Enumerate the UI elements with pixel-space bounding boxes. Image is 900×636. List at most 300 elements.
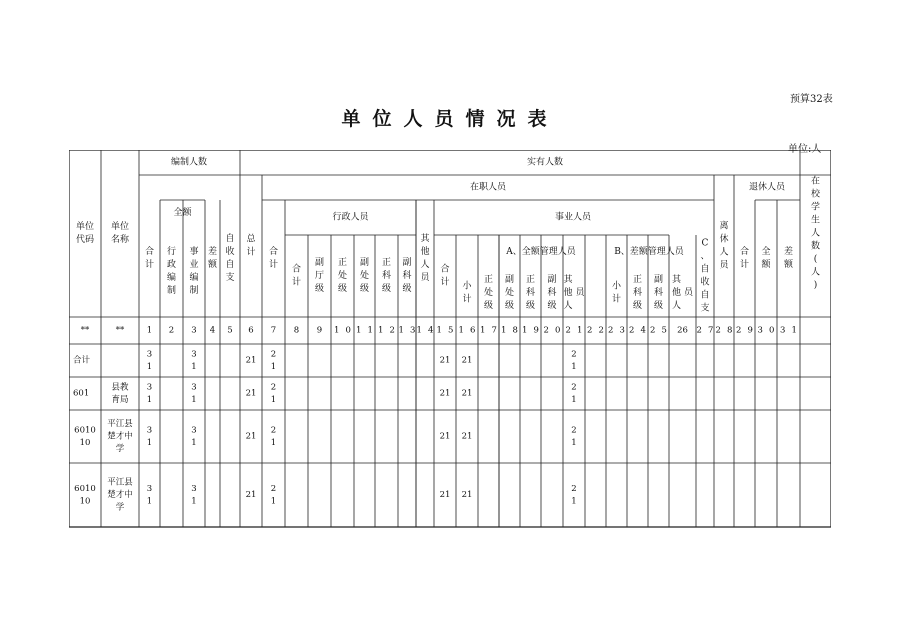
svg-text:2: 2 — [565, 325, 571, 336]
svg-text:6: 6 — [470, 325, 476, 336]
row-a-qita — [571, 425, 576, 448]
svg-text:制: 制 — [166, 286, 177, 296]
index-cell — [566, 326, 583, 336]
xingzheng-renyuan-header: 行政人员 — [332, 212, 369, 223]
svg-text:正: 正 — [337, 258, 348, 268]
row-zz-total — [271, 484, 276, 507]
svg-text:副: 副 — [547, 275, 557, 285]
svg-text:1: 1 — [270, 394, 277, 405]
svg-text:2: 2 — [608, 325, 614, 336]
index-cell — [437, 326, 454, 336]
index-cell — [522, 326, 539, 336]
svg-text:合: 合 — [144, 247, 155, 257]
cha-e-header — [208, 245, 218, 270]
svg-text:行: 行 — [166, 247, 177, 257]
tx-quan-header — [761, 245, 771, 270]
svg-text:0: 0 — [555, 325, 561, 336]
futing-header — [315, 256, 324, 294]
row-sy-bz — [191, 425, 196, 448]
svg-text:1: 1 — [501, 325, 507, 336]
svg-text:6010: 6010 — [74, 483, 96, 494]
svg-text:政: 政 — [166, 260, 177, 270]
svg-text:1: 1 — [334, 325, 340, 336]
index-cell: 6 — [248, 325, 254, 336]
svg-text:2: 2 — [587, 325, 593, 336]
index-cell: 5 — [227, 325, 233, 336]
svg-text:): ) — [813, 280, 818, 291]
index-cell — [716, 326, 733, 336]
svg-text:4: 4 — [428, 325, 434, 336]
svg-text:7: 7 — [708, 325, 714, 336]
svg-text:9: 9 — [747, 325, 753, 336]
svg-text:1: 1 — [398, 325, 404, 336]
svg-text:制: 制 — [189, 286, 199, 296]
svg-text:小: 小 — [611, 281, 622, 292]
svg-text:1: 1 — [416, 325, 422, 336]
svg-text:代码: 代码 — [75, 235, 95, 245]
zong-ji-header — [246, 233, 256, 258]
svg-text:合: 合 — [291, 264, 302, 275]
svg-text:3: 3 — [780, 325, 786, 336]
a-fuke-header — [547, 273, 556, 311]
svg-text:支: 支 — [700, 303, 710, 314]
svg-text:2: 2 — [571, 425, 577, 436]
index-cell — [480, 326, 497, 336]
svg-text:自: 自 — [225, 260, 235, 270]
svg-text:5: 5 — [661, 325, 667, 336]
svg-text:编: 编 — [166, 273, 177, 283]
svg-text:级: 级 — [632, 301, 643, 311]
svg-text:1: 1 — [191, 394, 197, 405]
svg-text:3: 3 — [191, 382, 197, 393]
svg-text:他: 他 — [671, 288, 682, 298]
row-sy-heji: 21 — [439, 355, 451, 366]
svg-text:科: 科 — [653, 288, 664, 298]
svg-text:3: 3 — [619, 325, 625, 336]
svg-text:学: 学 — [115, 502, 125, 513]
svg-text:科: 科 — [381, 271, 392, 281]
svg-text:计: 计 — [739, 260, 750, 270]
svg-text:2: 2 — [696, 325, 702, 336]
svg-text:2: 2 — [571, 483, 577, 494]
form-number: 预算32表 — [790, 94, 833, 105]
svg-text:员: 员 — [575, 288, 585, 298]
svg-text:2: 2 — [715, 325, 721, 336]
index-cell — [334, 326, 351, 336]
index-cell — [544, 326, 561, 336]
row-a-xiaoji: 21 — [461, 388, 473, 399]
svg-text:人: 人 — [671, 301, 682, 311]
svg-text:其: 其 — [671, 275, 682, 285]
row-a-xiaoji: 21 — [461, 490, 473, 500]
svg-text:计: 计 — [462, 294, 472, 305]
svg-text:小: 小 — [462, 281, 472, 292]
xz-qita-header — [420, 232, 430, 283]
bz-total-header — [145, 245, 154, 270]
zz-total-header — [269, 245, 278, 270]
svg-text:员: 员 — [719, 260, 729, 271]
index-cell: 3 — [191, 325, 197, 336]
index-cell: 4 — [209, 325, 216, 336]
svg-text:科: 科 — [632, 288, 643, 298]
svg-text:2: 2 — [736, 325, 742, 336]
row-a-xiaoji: 21 — [461, 431, 473, 442]
index-cell — [399, 326, 416, 336]
index-cell: ** — [80, 325, 90, 336]
row-bz-total — [147, 349, 152, 372]
svg-text:楚才中: 楚才中 — [107, 431, 133, 442]
svg-text:额: 额 — [207, 260, 218, 270]
index-cell — [501, 326, 518, 336]
row-code — [74, 425, 96, 448]
svg-text:自: 自 — [700, 290, 710, 301]
svg-text:级: 级 — [547, 301, 557, 311]
svg-text:8: 8 — [512, 325, 518, 336]
svg-text:2: 2 — [650, 325, 656, 336]
svg-text:1: 1 — [356, 325, 362, 336]
svg-text:2: 2 — [270, 483, 277, 494]
svg-text:他: 他 — [420, 247, 430, 257]
row-code: 601 — [73, 388, 90, 399]
svg-text:人: 人 — [420, 260, 430, 270]
c-group-header — [700, 239, 709, 314]
row-zz-total — [271, 382, 276, 405]
shiyou-header: 实有人数 — [526, 157, 564, 168]
svg-text:1: 1 — [436, 325, 442, 336]
index-cell: 26 — [677, 325, 688, 336]
xz-heji-header — [292, 263, 301, 288]
tx-heji-header — [740, 245, 749, 270]
svg-text:3: 3 — [410, 325, 416, 336]
index-cell — [629, 326, 646, 336]
svg-text:1: 1 — [458, 325, 464, 336]
row-zong: 21 — [245, 431, 257, 442]
svg-text:科: 科 — [402, 271, 412, 281]
svg-text:计: 计 — [246, 247, 256, 258]
fuchu-header — [360, 256, 369, 294]
svg-text:3: 3 — [146, 483, 153, 494]
svg-text:副: 副 — [314, 258, 325, 268]
row-a-qita — [571, 484, 576, 507]
svg-text:合: 合 — [739, 247, 750, 257]
index-cell — [459, 326, 476, 336]
svg-text:他: 他 — [563, 288, 573, 298]
svg-text:自: 自 — [225, 234, 235, 244]
svg-text:2: 2 — [598, 325, 604, 336]
svg-text:级: 级 — [337, 284, 348, 294]
svg-text:5: 5 — [448, 325, 454, 336]
svg-text:处: 处 — [337, 271, 348, 281]
b-qita-header — [672, 273, 694, 311]
svg-text:处: 处 — [504, 288, 515, 298]
svg-text:处: 处 — [483, 288, 494, 298]
zhengke-header — [382, 257, 391, 294]
svg-text:2: 2 — [270, 382, 277, 393]
svg-text:2: 2 — [571, 349, 577, 360]
svg-text:3: 3 — [191, 483, 197, 494]
row-zong: 21 — [245, 355, 257, 366]
svg-text:收: 收 — [225, 247, 235, 257]
svg-text:级: 级 — [504, 301, 515, 311]
index-cell — [697, 326, 714, 336]
tx-cha-header — [784, 245, 794, 270]
index-cell: 8 — [293, 325, 300, 336]
svg-text:收: 收 — [700, 277, 710, 288]
svg-text:3: 3 — [146, 425, 153, 436]
svg-text:2: 2 — [270, 349, 277, 360]
index-cell — [417, 326, 434, 336]
svg-text:合: 合 — [440, 264, 450, 275]
index-cell — [736, 326, 753, 336]
index-cell — [780, 326, 797, 336]
svg-text:、: 、 — [700, 251, 710, 262]
svg-text:正: 正 — [483, 275, 494, 285]
svg-text:员: 员 — [683, 288, 694, 298]
svg-text:学: 学 — [810, 202, 821, 213]
svg-text:计: 计 — [291, 277, 302, 288]
svg-text:级: 级 — [381, 284, 392, 294]
svg-text:副: 副 — [504, 275, 515, 285]
row-sy-heji: 21 — [439, 490, 451, 500]
svg-text:单位: 单位 — [75, 222, 95, 232]
svg-text:级: 级 — [483, 301, 494, 311]
svg-text:自: 自 — [700, 264, 710, 275]
svg-text:数: 数 — [810, 241, 821, 252]
zhengchu-header — [338, 257, 347, 294]
svg-text:生: 生 — [810, 215, 821, 226]
index-cell: 1 — [146, 325, 153, 336]
tuixiu-header: 退休人员 — [748, 182, 786, 193]
svg-text:额: 额 — [783, 260, 794, 270]
row-zong: 21 — [245, 388, 257, 399]
svg-text:0: 0 — [345, 325, 351, 336]
zaizhi-header: 在职人员 — [469, 182, 507, 193]
svg-text:级: 级 — [402, 284, 412, 294]
lixiu-header — [719, 220, 729, 271]
svg-text:C: C — [701, 238, 709, 249]
xingzheng-bianzhi-header — [167, 245, 176, 296]
a-group-header: A、全额管理人员 — [506, 247, 576, 257]
svg-text:其: 其 — [563, 275, 573, 285]
svg-text:全: 全 — [761, 247, 771, 257]
svg-text:科: 科 — [547, 288, 557, 298]
svg-text:1: 1 — [270, 437, 277, 448]
svg-text:1: 1 — [571, 496, 577, 507]
a-qita-header — [563, 273, 585, 311]
svg-text:其: 其 — [420, 234, 430, 244]
row-sy-bz — [191, 484, 196, 507]
row-sy-heji: 21 — [439, 431, 451, 442]
svg-text:科: 科 — [525, 288, 536, 298]
b-xiaoji-header — [612, 280, 622, 305]
sy-heji-header — [440, 263, 449, 288]
svg-text:2: 2 — [270, 425, 277, 436]
svg-text:1: 1 — [522, 325, 528, 336]
zishou-zizhi-header — [225, 232, 234, 283]
svg-text:楚才中: 楚才中 — [107, 490, 133, 500]
svg-text:10: 10 — [79, 496, 91, 507]
svg-text:在: 在 — [810, 176, 821, 187]
index-cell — [650, 326, 667, 336]
index-cell: 9 — [316, 325, 323, 336]
svg-text:育局: 育局 — [111, 394, 129, 405]
svg-text:人: 人 — [810, 267, 821, 278]
svg-text:2: 2 — [389, 325, 395, 336]
svg-text:副: 副 — [653, 275, 664, 285]
shiye-renyuan-header: 事业人员 — [554, 212, 592, 223]
svg-text:4: 4 — [640, 325, 646, 336]
svg-text:事: 事 — [189, 247, 199, 257]
svg-text:合: 合 — [268, 247, 279, 257]
b-fuke-header — [654, 273, 663, 311]
svg-text:编: 编 — [189, 273, 199, 283]
svg-text:1: 1 — [191, 361, 197, 372]
svg-text:3: 3 — [757, 325, 763, 336]
index-cell — [608, 326, 625, 336]
svg-text:1: 1 — [270, 361, 277, 372]
index-cell — [587, 326, 604, 336]
row-bz-total — [147, 484, 152, 507]
shiye-bianzhi-header — [189, 245, 198, 296]
svg-text:支: 支 — [225, 273, 235, 283]
svg-text:计: 计 — [268, 260, 279, 270]
svg-text:正: 正 — [632, 275, 643, 285]
row-bz-total — [147, 425, 152, 448]
row-code — [74, 484, 96, 507]
svg-text:7: 7 — [491, 325, 497, 336]
svg-text:离: 离 — [719, 221, 729, 232]
row-code: 合计 — [73, 355, 91, 366]
unit-code-header — [76, 220, 94, 245]
xuesheng-header — [811, 175, 821, 291]
row-zz-total — [271, 425, 276, 448]
row-zz-total — [271, 349, 276, 372]
svg-text:1: 1 — [571, 361, 577, 372]
index-cell — [356, 326, 373, 336]
svg-text:厅: 厅 — [314, 271, 325, 281]
svg-text:校: 校 — [810, 189, 821, 200]
svg-text:1: 1 — [146, 496, 153, 507]
bianzhi-header: 编制人数 — [170, 157, 208, 168]
svg-text:业: 业 — [189, 260, 199, 270]
svg-text:差: 差 — [783, 247, 794, 257]
svg-text:1: 1 — [191, 496, 197, 507]
svg-text:1: 1 — [191, 437, 197, 448]
svg-text:平江县: 平江县 — [107, 477, 133, 488]
a-xiaoji-header — [462, 280, 472, 305]
svg-text:级: 级 — [525, 301, 536, 311]
svg-text:1: 1 — [367, 325, 373, 336]
page-title: 单位人员情况表 — [341, 108, 559, 130]
row-a-xiaoji: 21 — [461, 355, 473, 366]
row-sy-bz — [191, 349, 196, 372]
svg-text:人: 人 — [563, 301, 573, 311]
svg-text:处: 处 — [359, 271, 370, 281]
svg-text:正: 正 — [381, 258, 392, 268]
row-name — [111, 381, 129, 405]
svg-text:0: 0 — [769, 325, 775, 336]
svg-text:3: 3 — [191, 425, 197, 436]
fuke-header — [402, 256, 411, 294]
svg-text:1: 1 — [270, 496, 277, 507]
svg-text:级: 级 — [653, 301, 664, 311]
svg-text:8: 8 — [727, 325, 733, 336]
svg-text:(: ( — [813, 254, 818, 265]
svg-text:3: 3 — [191, 349, 197, 360]
row-zong: 21 — [245, 490, 257, 500]
svg-text:差: 差 — [207, 247, 218, 257]
svg-text:人: 人 — [810, 228, 821, 239]
svg-text:2: 2 — [571, 382, 577, 393]
svg-text:级: 级 — [314, 284, 325, 294]
a-fuchu-header — [505, 273, 514, 311]
svg-text:计: 计 — [440, 277, 450, 288]
a-zhengchu-header — [484, 274, 493, 311]
index-cell: 2 — [168, 325, 175, 336]
index-cell — [758, 326, 775, 336]
index-cell — [378, 326, 395, 336]
svg-text:名称: 名称 — [110, 235, 130, 245]
row-sy-bz — [191, 382, 196, 405]
svg-text:副: 副 — [402, 258, 412, 268]
svg-text:正: 正 — [525, 275, 536, 285]
svg-text:10: 10 — [79, 437, 91, 448]
row-a-qita — [571, 349, 576, 372]
unit-name-header — [111, 220, 130, 245]
svg-text:6010: 6010 — [74, 425, 96, 436]
svg-text:人: 人 — [719, 247, 729, 258]
svg-text:级: 级 — [359, 284, 370, 294]
row-name — [107, 419, 133, 454]
svg-text:休: 休 — [719, 234, 729, 245]
b-zhengke-header — [633, 274, 642, 311]
row-bz-total — [147, 382, 152, 405]
svg-text:1: 1 — [791, 325, 797, 336]
svg-text:县教: 县教 — [111, 382, 129, 393]
svg-text:2: 2 — [629, 325, 635, 336]
b-group-header: B、差额管理人员 — [614, 247, 684, 257]
unit-note: 单位:人 — [788, 144, 822, 155]
a-zhengke-header — [526, 274, 535, 311]
svg-text:2: 2 — [543, 325, 549, 336]
svg-text:1: 1 — [146, 394, 153, 405]
quan-e-header: 全额 — [173, 208, 192, 218]
svg-text:总: 总 — [246, 234, 256, 245]
svg-text:副: 副 — [359, 258, 370, 268]
row-name — [107, 478, 133, 513]
svg-text:1: 1 — [571, 437, 577, 448]
svg-text:3: 3 — [146, 382, 153, 393]
svg-text:1: 1 — [577, 325, 583, 336]
svg-text:计: 计 — [144, 260, 155, 270]
row-sy-heji: 21 — [439, 388, 451, 399]
staff-table — [69, 150, 831, 528]
svg-text:单位: 单位 — [110, 222, 130, 232]
row-a-qita — [571, 382, 576, 405]
svg-text:平江县: 平江县 — [107, 419, 133, 429]
svg-text:1: 1 — [146, 361, 153, 372]
index-cell: ** — [115, 325, 125, 336]
svg-text:9: 9 — [533, 325, 539, 336]
svg-text:员: 员 — [420, 273, 430, 283]
svg-text:计: 计 — [611, 294, 622, 305]
svg-text:3: 3 — [146, 349, 153, 360]
svg-text:1: 1 — [480, 325, 486, 336]
svg-text:1: 1 — [378, 325, 384, 336]
svg-text:学: 学 — [115, 444, 125, 454]
index-cell: 7 — [270, 325, 277, 336]
svg-text:1: 1 — [146, 437, 153, 448]
